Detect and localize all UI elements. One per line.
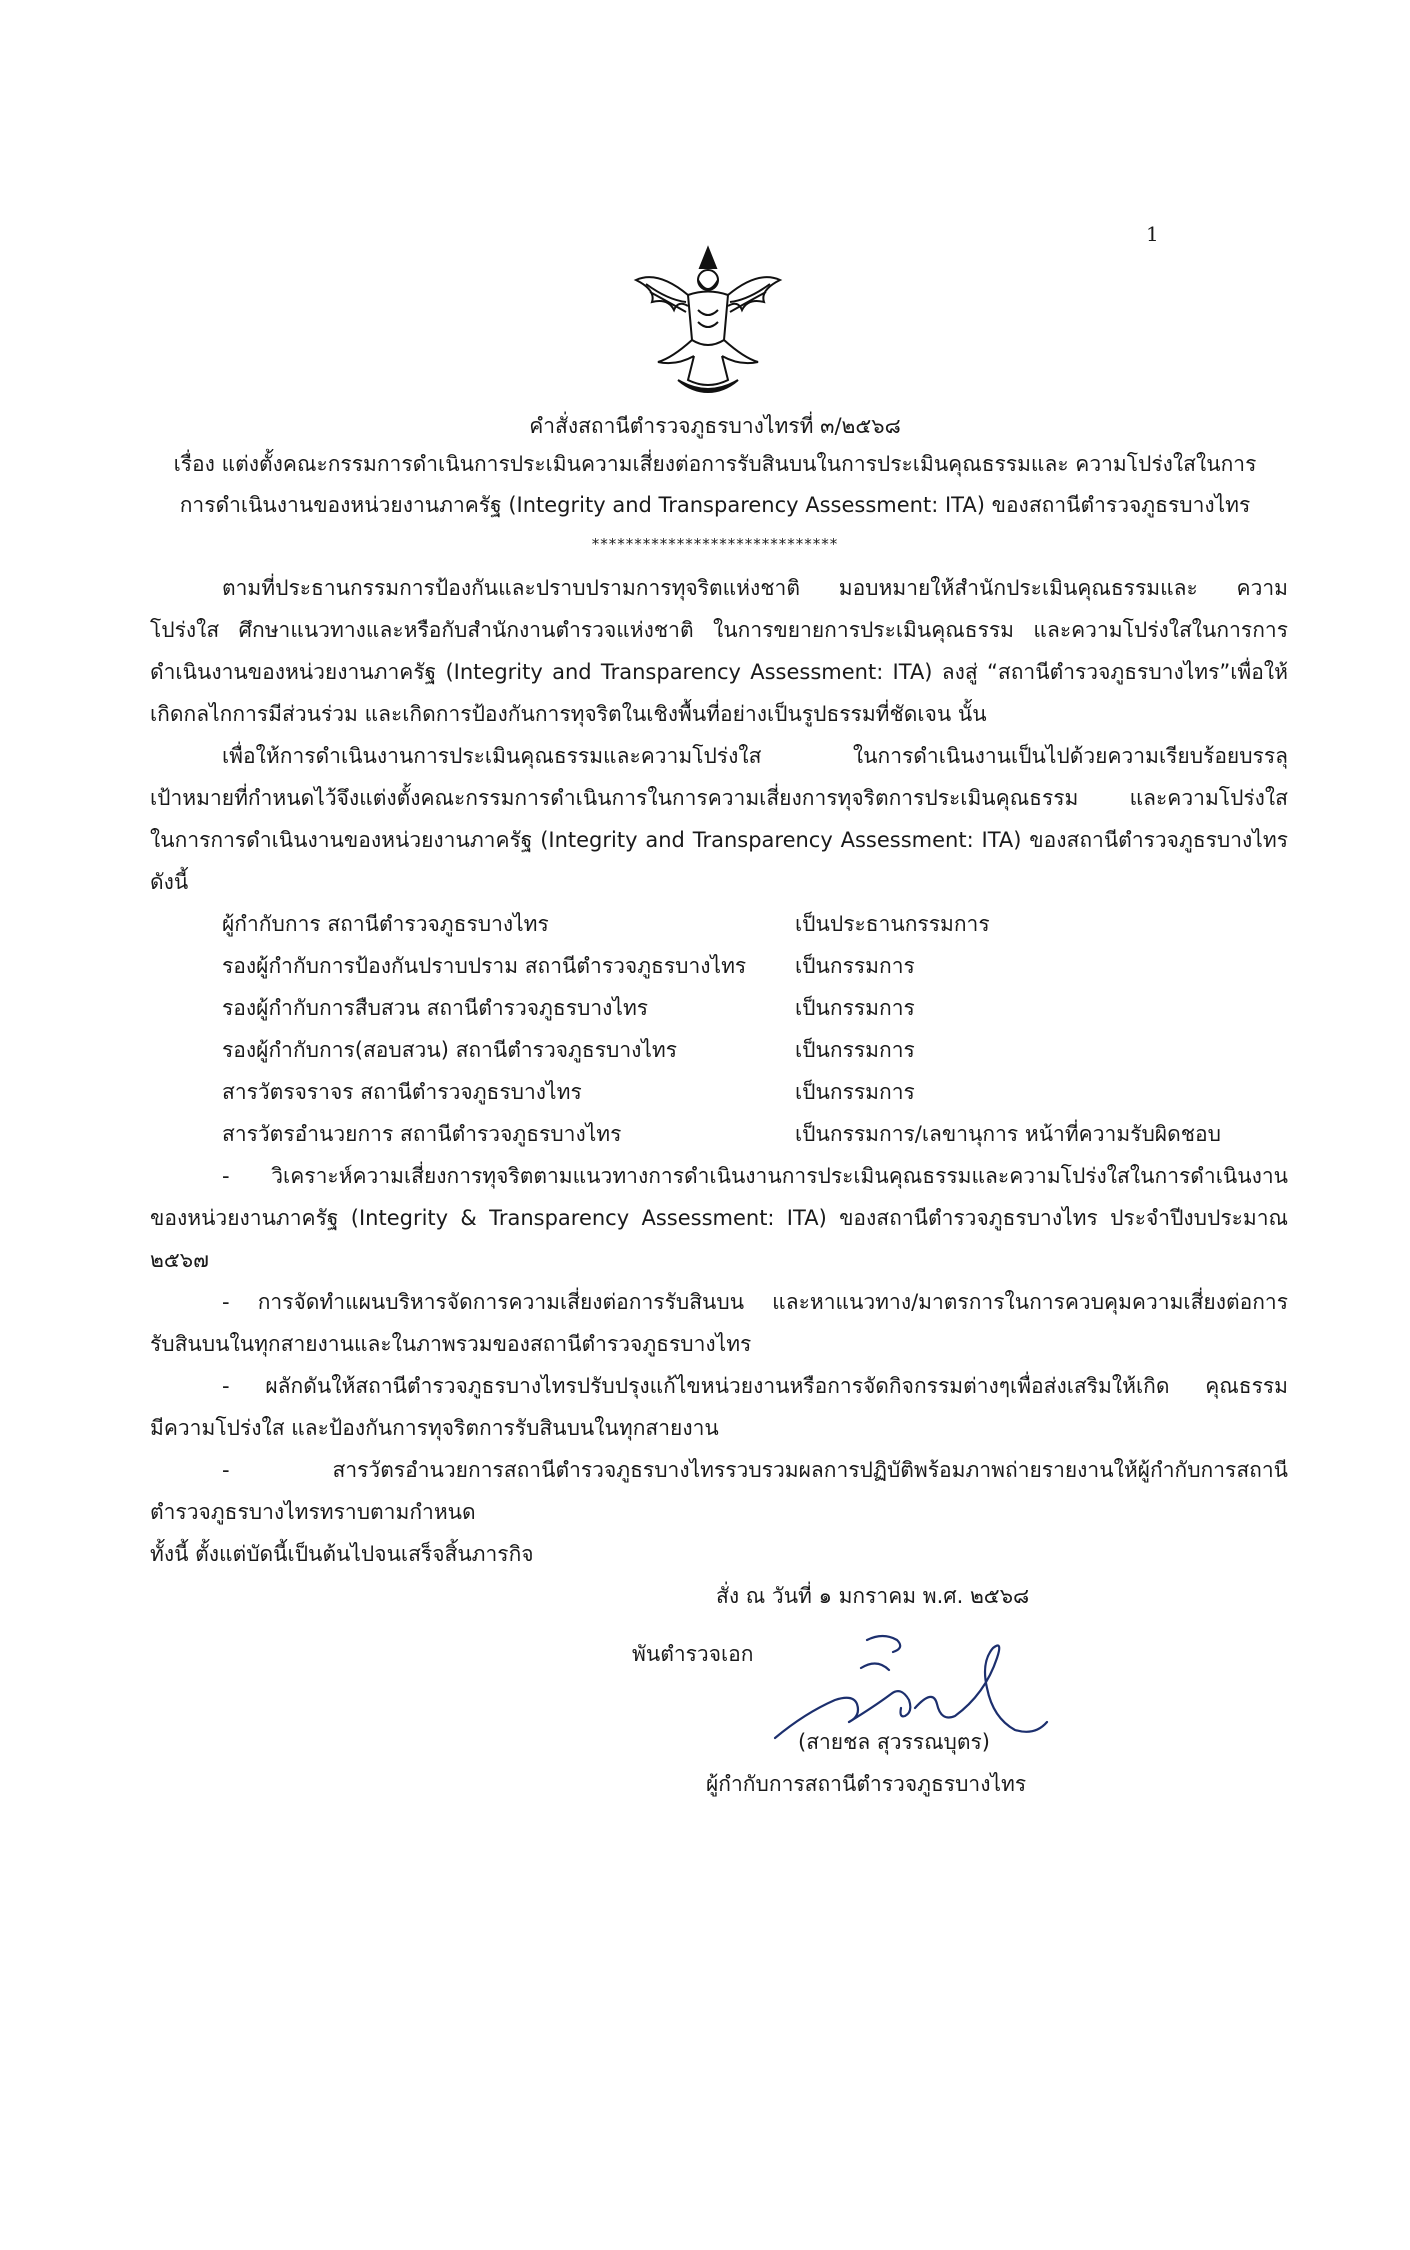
para2-line-1: เพื่อให้การดำเนินงานการประเมินคุณธรรมและความโปร่งใส ในการดำเนินงานเป็นไปด้วยความเรียบร้อยบรรลุ bbox=[222, 744, 1288, 768]
separator-line: ***************************** bbox=[591, 535, 839, 553]
page-number: 1 bbox=[1146, 222, 1159, 246]
committee-position: รองผู้กำกับการสืบสวน สถานีตำรวจภูธรบางไทร bbox=[222, 996, 649, 1020]
para2-line-4: ดังนี้ bbox=[150, 870, 189, 894]
committee-role: เป็นกรรมการ bbox=[795, 1038, 915, 1062]
garuda-emblem-icon bbox=[628, 240, 788, 400]
duty2-line-2: รับสินบนในทุกสายงานและในภาพรวมของสถานีตำรวจภูธรบางไทร bbox=[150, 1332, 752, 1356]
committee-role: เป็นกรรมการ/เลขานุการ หน้าที่ความรับผิดชอบ bbox=[795, 1122, 1221, 1146]
para2-line-3: ในการการดำเนินงานของหน่วยงานภาครัฐ (Integrity and Transparency Assessment: ITA) ของสถานีตำรวจภูธรบางไทร bbox=[150, 828, 1288, 852]
duty4-line-2: ตำรวจภูธรบางไทรทราบตามกำหนด bbox=[150, 1500, 476, 1524]
subject-line-1: เรื่อง แต่งตั้งคณะกรรมการดำเนินการประเมินความเสี่ยงต่อการรับสินบนในการประเมินคุณธรรมและ ความโปร่งใสในการ bbox=[173, 452, 1257, 476]
para1-line-3: ดำเนินงานของหน่วยงานภาครัฐ (Integrity and Transparency Assessment: ITA) ลงสู่ “สถานีตำรวจภูธรบางไทร”เพื่อให้ bbox=[150, 660, 1288, 684]
committee-role: เป็นกรรมการ bbox=[795, 1080, 915, 1104]
signer-name: (สายชล สุวรรณบุตร) bbox=[798, 1730, 990, 1754]
order-date: สั่ง ณ วันที่ ๑ มกราคม พ.ศ. ๒๕๖๘ bbox=[716, 1584, 1030, 1608]
committee-role: เป็นประธานกรรมการ bbox=[795, 912, 990, 936]
duty3-line-2: มีความโปร่งใส และป้องกันการทุจริตการรับสินบนในทุกสายงาน bbox=[150, 1416, 719, 1440]
order-title: คำสั่งสถานีตำรวจภูธรบางไทรที่ ๓/๒๕๖๘ bbox=[529, 414, 901, 438]
duty2-line-1: - การจัดทำแผนบริหารจัดการความเสี่ยงต่อการรับสินบน และหาแนวทาง/มาตรการในการควบคุมความเสี่ยงต่อการ bbox=[222, 1290, 1288, 1314]
committee-position: รองผู้กำกับการ(สอบสวน) สถานีตำรวจภูธรบางไทร bbox=[222, 1038, 678, 1062]
para1-line-2: โปร่งใส ศึกษาแนวทางและหรือกับสำนักงานตำรวจแห่งชาติ ในการขยายการประเมินคุณธรรม และความโปร่งใสในการการ bbox=[150, 618, 1288, 642]
duty1-line-3: ๒๕๖๗ bbox=[150, 1248, 209, 1272]
duty3-line-1: - ผลักดันให้สถานีตำรวจภูธรบางไทรปรับปรุงแก้ไขหน่วยงานหรือการจัดกิจกรรมต่างๆเพื่อส่งเสริมให้เกิด คุณธรรม bbox=[222, 1374, 1288, 1398]
committee-position: สารวัตรอำนวยการ สถานีตำรวจภูธรบางไทร bbox=[222, 1122, 622, 1146]
committee-role: เป็นกรรมการ bbox=[795, 954, 915, 978]
signer-rank: พันตำรวจเอก bbox=[632, 1642, 754, 1666]
duty1-line-1: - วิเคราะห์ความเสี่ยงการทุจริตตามแนวทางการดำเนินงานการประเมินคุณธรรมและความโปร่งใสในการดำเนินงาน bbox=[222, 1164, 1288, 1188]
effective-statement: ทั้งนี้ ตั้งแต่บัดนี้เป็นต้นไปจนเสร็จสิ้นภารกิจ bbox=[150, 1542, 534, 1566]
committee-position: ผู้กำกับการ สถานีตำรวจภูธรบางไทร bbox=[222, 912, 549, 936]
signer-title: ผู้กำกับการสถานีตำรวจภูธรบางไทร bbox=[706, 1772, 1027, 1796]
para1-line-4: เกิดกลไกการมีส่วนร่วม และเกิดการป้องกันการทุจริตในเชิงพื้นที่อย่างเป็นรูปธรรมที่ชัดเจน นั้น bbox=[150, 702, 987, 726]
duty1-line-2: ของหน่วยงานภาครัฐ (Integrity & Transparency Assessment: ITA) ของสถานีตำรวจภูธรบางไทร ประจำปีงบประมาณ bbox=[150, 1206, 1288, 1230]
committee-position: รองผู้กำกับการป้องกันปราบปราม สถานีตำรวจภูธรบางไทร bbox=[222, 954, 747, 978]
para2-line-2: เป้าหมายที่กำหนดไว้จึงแต่งตั้งคณะกรรมการดำเนินการในการความเสี่ยงการทุจริตการประเมินคุณธรรม และความโปร่งใส bbox=[150, 786, 1288, 810]
para1-line-1: ตามที่ประธานกรรมการป้องกันและปราบปรามการทุจริตแห่งชาติ มอบหมายให้สำนักประเมินคุณธรรมและ ความ bbox=[222, 576, 1288, 600]
committee-role: เป็นกรรมการ bbox=[795, 996, 915, 1020]
subject-line-2: การดำเนินงานของหน่วยงานภาครัฐ (Integrity and Transparency Assessment: ITA) ของสถานีตำรวจภูธรบางไทร bbox=[179, 493, 1251, 517]
committee-position: สารวัตรจราจร สถานีตำรวจภูธรบางไทร bbox=[222, 1080, 582, 1104]
duty4-line-1: - สารวัตรอำนวยการสถานีตำรวจภูธรบางไทรรวบรวมผลการปฏิบัติพร้อมภาพถ่ายรายงานให้ผู้กำกับการสถานี bbox=[222, 1458, 1288, 1482]
